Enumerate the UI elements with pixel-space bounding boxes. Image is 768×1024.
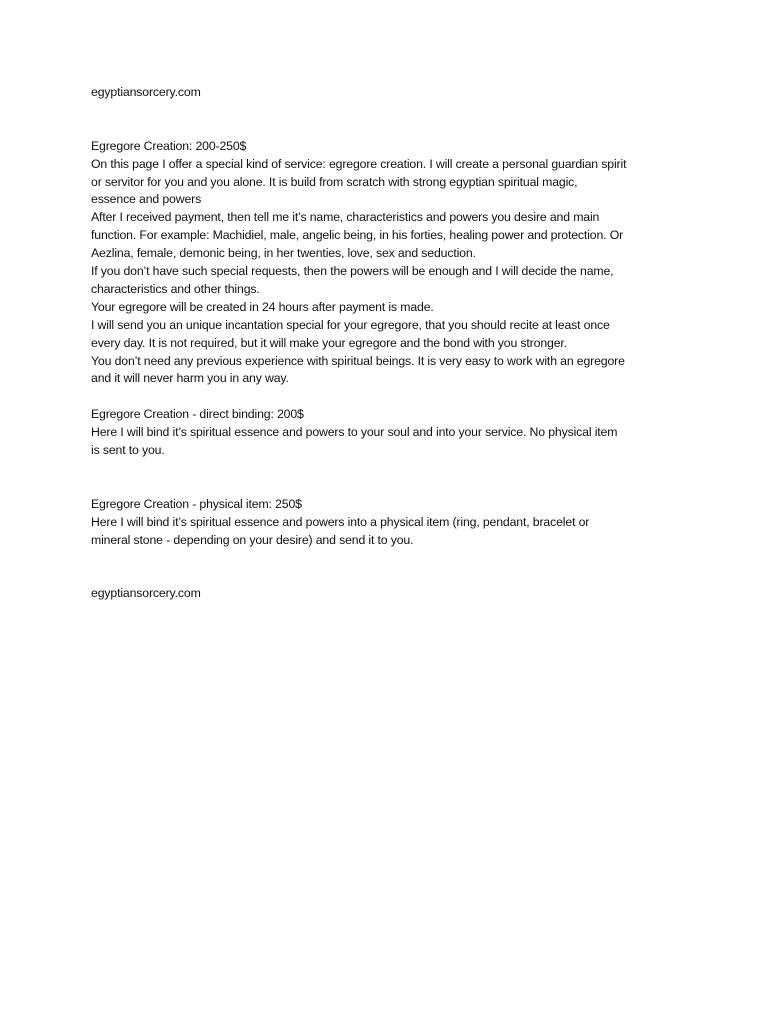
paragraph-line: mineral stone - depending on your desire) and send it to you.: [91, 532, 414, 547]
paragraph-line: Your egregore will be created in 24 hours after payment is made.: [91, 299, 434, 314]
paragraph-line: You don’t need any previous experience with spiritual beings. It is very easy to work with an egregore: [91, 353, 625, 368]
section-title: Egregore Creation - direct binding: 200$: [91, 407, 304, 422]
spacer: [91, 550, 691, 586]
section-title: Egregore Creation: 200-250$: [91, 138, 247, 153]
paragraph-line: Aezlina, female, demonic being, in her twenties, love, sex and seduction.: [91, 246, 476, 261]
document-page: [91, 84, 691, 603]
section-egregore-creation: [91, 138, 691, 389]
spacer: [91, 388, 691, 406]
paragraph-line: or servitor for you and you alone. It is build from scratch with strong egyptian spiritual magic,: [91, 174, 578, 189]
paragraph-line: function. For example: Machidiel, male, angelic being, in his forties, healing power and protection. Or: [91, 228, 624, 243]
paragraph-line: Here I will bind it’s spiritual essence and powers into a physical item (ring, pendant, bracelet or: [91, 514, 590, 529]
spacer: [91, 102, 691, 138]
paragraph-line: After I received payment, then tell me it’s name, characteristics and powers you desire and main: [91, 210, 600, 225]
paragraph-line: every day. It is not required, but it will make your egregore and the bond with you stronger.: [91, 335, 567, 350]
spacer: [91, 460, 691, 496]
paragraph-line: I will send you an unique incantation special for your egregore, that you should recite at least once: [91, 317, 610, 332]
paragraph-line: essence and powers: [91, 192, 202, 207]
paragraph-line: On this page I offer a special kind of service: egregore creation. I will create a personal guardian spirit: [91, 156, 627, 171]
paragraph-line: and it will never harm you in any way.: [91, 371, 289, 386]
section-title: Egregore Creation - physical item: 250$: [91, 496, 302, 511]
section-direct-binding: [91, 406, 691, 460]
paragraph-line: is sent to you.: [91, 443, 165, 458]
paragraph-line: characteristics and other things.: [91, 281, 260, 296]
section-physical-item: [91, 496, 691, 550]
header-site: egyptiansorcery.com: [91, 85, 201, 99]
footer-site: egyptiansorcery.com: [91, 586, 201, 601]
paragraph-line: If you don’t have such special requests, then the powers will be enough and I will decide the name,: [91, 264, 614, 279]
paragraph-line: Here I will bind it’s spiritual essence and powers to your soul and into your service. No physical item: [91, 425, 618, 440]
